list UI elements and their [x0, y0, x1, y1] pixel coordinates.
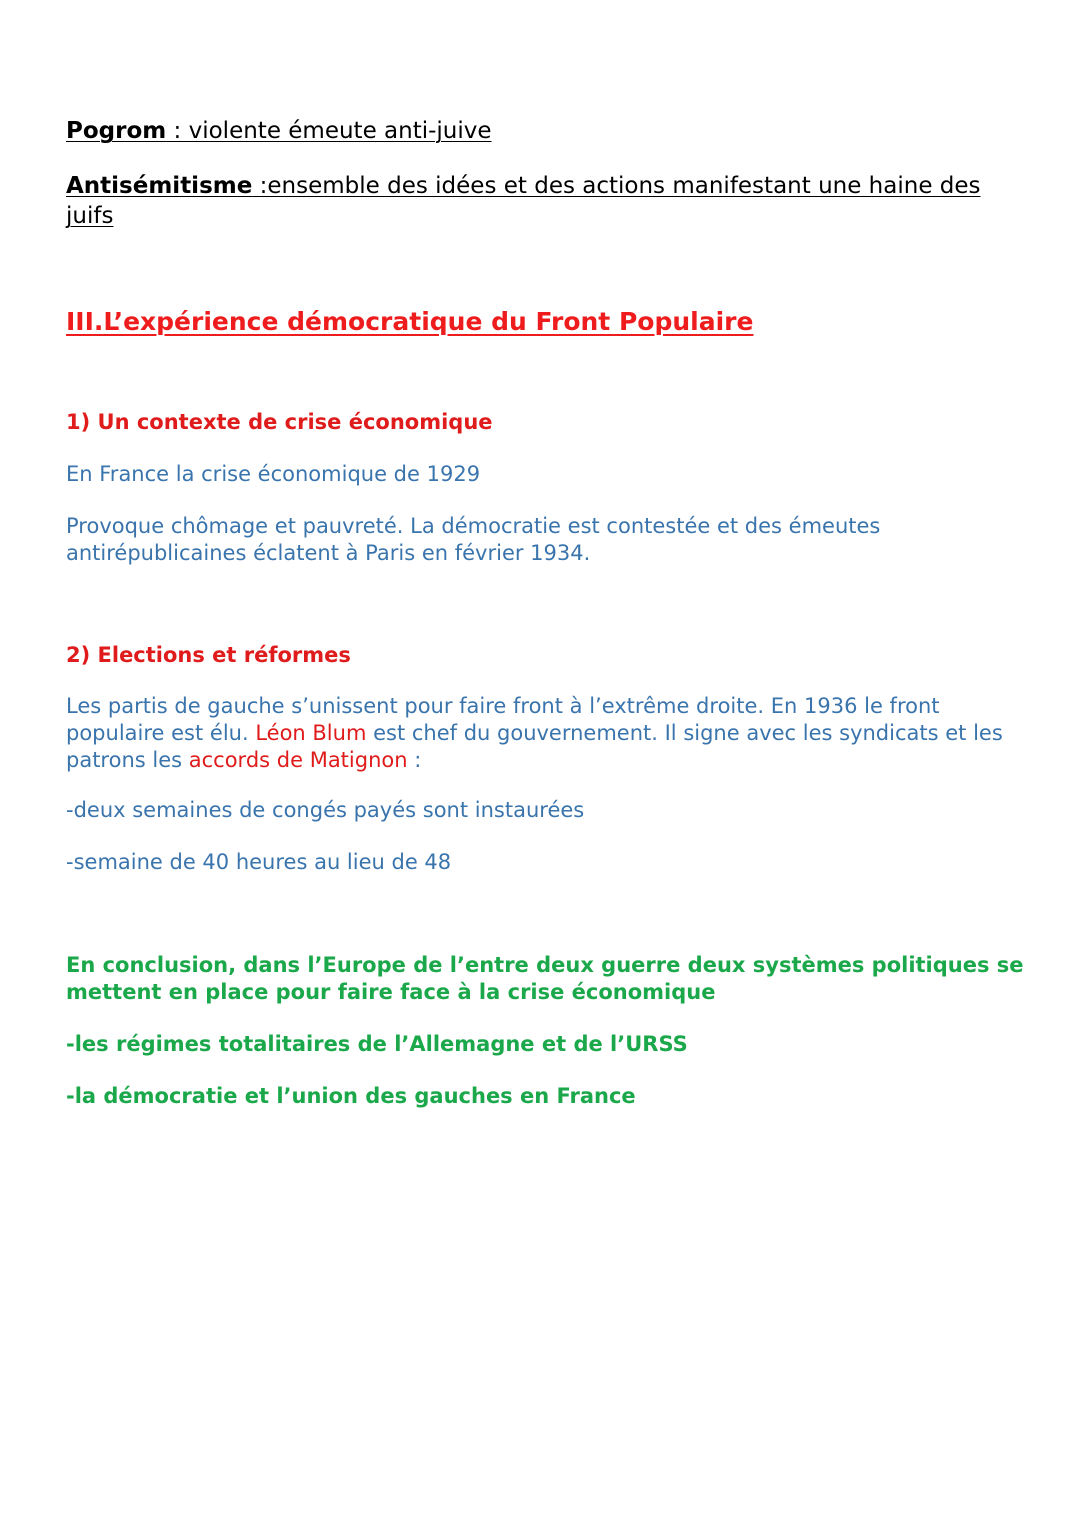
definition-term: Antisémitisme [66, 173, 253, 199]
section-title: III.L’expérience démocratique du Front Populaire [66, 307, 754, 336]
paragraph-text: Les partis de gauche s’unissent pour faire front à l’extrême droite. En 1936 le front populaire est élu. [66, 694, 940, 745]
highlight-accords-matignon: accords de Matignon [188, 748, 408, 772]
definition-text: :ensemble des idées et des actions manifestant une haine des juifs [66, 173, 981, 229]
conclusion-intro: En conclusion, dans l’Europe de l’entre deux guerre deux systèmes politiques se mettent en place pour faire face à la crise économique [66, 953, 1024, 1004]
definition-antisemitisme [66, 171, 1006, 231]
conclusion-item-2: -la démocratie et l’union des gauches en France [66, 1084, 636, 1108]
part1-paragraph-2: Provoque chômage et pauvreté. La démocratie est contestée et des émeutes antirépublicaines éclatent à Paris en février 1934. [66, 514, 881, 565]
part2-title: 2) Elections et réformes [66, 643, 351, 667]
part2-list-item-1: -deux semaines de congés payés sont instaurées [66, 798, 585, 822]
part1-paragraph-1: En France la crise économique de 1929 [66, 462, 481, 486]
paragraph-text: est chef du gouvernement. Il signe avec les syndicats et les patrons les [66, 721, 1003, 772]
definition-term: Pogrom [66, 118, 167, 144]
part2-list-item-2: -semaine de 40 heures au lieu de 48 [66, 850, 452, 874]
part1-title: 1) Un contexte de crise économique [66, 410, 493, 434]
part2-paragraph-1 [66, 693, 1016, 774]
highlight-leon-blum: Léon Blum [255, 721, 367, 745]
definition-pogrom [66, 116, 1006, 146]
paragraph-text: : [407, 748, 422, 772]
definition-text: : violente émeute anti-juive [166, 118, 492, 144]
conclusion-item-1: -les régimes totalitaires de l’Allemagne et de l’URSS [66, 1032, 688, 1056]
